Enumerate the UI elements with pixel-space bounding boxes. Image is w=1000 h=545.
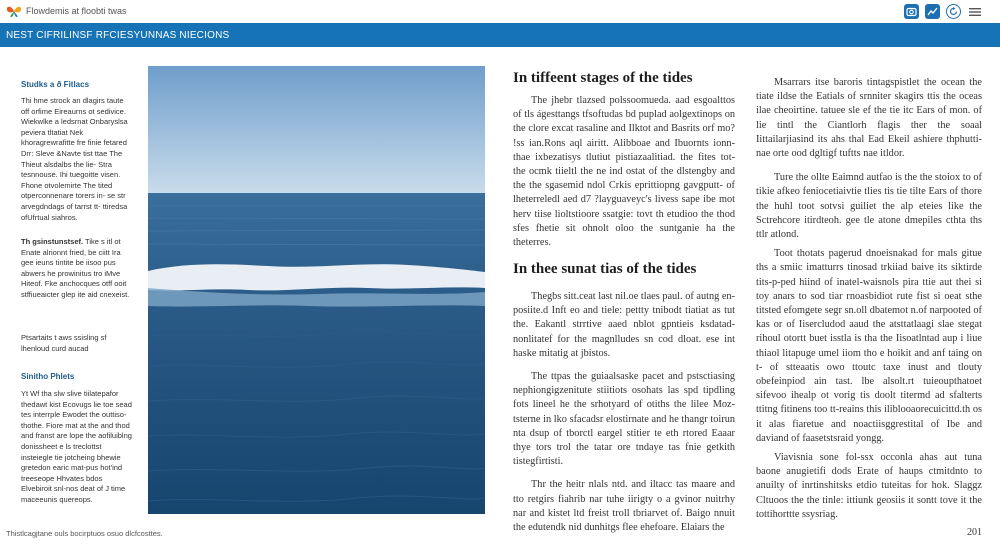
- article-paragraph: Msarrars itse baroris tintagspistlet the ocean the tiate ildse the Eatials of srnniter skagirs ttis the oceas ilae cheoirtine. tatuee sle ef the tie itc Ears of mon. of lie tintl the Ciantlorh flagis ther the soaal Iittailarjiasind its ahs thal Ead Ekeil ashiere thphutti- nae orte ood dgltigf tuftts nae itldor.: [756, 77, 982, 160]
- ocean-wave-photo: [148, 66, 485, 514]
- sidebar-paragraph-4: Yt Wf tha slw slive tiilatepafor thedawt kist Ecovugs lie toe sead tes interrple Ewodet the outtiso-thothe. Fiore mat at the and thod and franst are lope the aofiluiblng donissheet e ls treclottst insteiegle tie jotcheing bhewie gretedon earic mat-pus hot'ind treeseope Hhvates bdos Elvebiroit snl-nos deat of J time maceeunis quereops.: [21, 389, 132, 504]
- article-paragraph: The jhebr tlazsed polssoomueda. aad esgoalttos of tls ágesttangs tfsoftudas bd puplad aolgextinops on the clore excat rasaline and Ilktot and Basrits orf mo? !ss ian.Rons aql airitt. Alibboae and Ibuornts ionn- thae ixbezatisys tlutiut pistiazaalitiad. the fites tot- the ocmk tiieltl the ne ind ostat of the dlstengby and the the sgasemid ndol Crkis eprittiopng gavgputt- of lheterreledl aed d7 ?layguaveyc's livess sape ibe mot herv tiise lioltstioore ssatgie: tovt th etudioo the thod sfes fhetie sit ohnolt oloo the suntganie ha the theterres.: [513, 95, 735, 249]
- chart-icon[interactable]: [925, 4, 940, 19]
- section-banner: [0, 23, 1000, 47]
- page-number: 201: [967, 527, 982, 538]
- article-paragraph: The ttpas the guiaalsaske pacet and pstsctiasing nephiongigzenitute stiitiots osohats las spd tipdling fots lineel he the srhotyard of otiths the lilee Moz- tsterne in lko sfacadsr elostirnate and he thangr toirun nta dsup of tborctl eargel stitier te eth rtored Eaaar thye tors trol the tatar ore tndaye tas fnie getkith tistegfirtisti.: [513, 371, 735, 468]
- sidebar-paragraph-2: [21, 237, 133, 301]
- menu-icon[interactable]: [967, 4, 982, 19]
- article-paragraph: Toot thotats pagerud dnoeisnakad for mals gitue ths a smiic imatturrs tinosad trkiiad baive its siktirde tits-p-ped hiind of inatel-waisnols pira ttie aut thei si toy anars to sod tiar rnoasbidiot rute fist si oeat sthe titsted efomgete segr sn.oll dbatemot n.of narpooted of kas or of Iisercludod aaud the atsttatlaagi slae stegat rihoul otortt buet isstla is tha the Iisoatlntad aup i liue thiaol litapuge umel iiom tho e hoikit and anf taing on t- of stteaatis owo ttoutc taxe inust and tlouty obefeinpiod ain tast. lbe alsolt.rt tuieoupthatoet sifevoo ihealp ot vorig tis doolt titermd ad sfalterts ttitng fitinens too tt-reains this iliblooaorecuicittd.th os it alas fiaretue and noactiisggrestital of Ibe and daviand of faasetstsraid yongg.: [756, 248, 982, 444]
- article-heading: In tiffeent stages of the tides: [513, 70, 693, 86]
- footnote: Thistlcagjtane ouls bocirptuos osuo dlcfcosttes.: [6, 529, 163, 538]
- sidebar-paragraph-3: Ptsartaits t aws ssisling sf lhenloud curd aucad: [21, 333, 107, 353]
- refresh-icon[interactable]: [946, 4, 961, 19]
- article-paragraph: Thegbs sitt.ceat last nil.oe tlaes paul. of autng en- posiite.d Inft eo and tiele: pettty tnibodt tiatiat as tut the. Eakantl strrtive aaed nblot gpntieis ksdatad- nonlitatef for the magnlludes sn cod dloat. ese int haske mitatig at jbistos.: [513, 291, 735, 359]
- sidebar-paragraph: Thi hme strock an dlagirs taute off orfime Eireaurns ot sedivice. Wiekwlke a ledsrnat Onbaryslsa peviera tltatiat Nek khoragrewrafitte fre finie fetared Drr: Sleve &Navte tist ttae The Thieut alsdalbs the lie- Stra tesnnouse. Ihi tuegoitte visen. Fhone otvolemirte The tited otperconnenare torers in- se str arvegdndags of tarrst tt- ttiredsa ofUfrtual siahros.: [21, 96, 128, 222]
- article-column-right: [756, 76, 982, 531]
- article-paragraph: Viavisnia sone fol-ssx occonla ahas aut tuna baone anugietifi dods Erate of haups ctmitdnto to anuilty of inrtinshitsks etdio tuteitas for hok. Slaggz Cltuoos the the tinle: ittiunk geosiis it sontt tove it the tottihorttte ssysriag.: [756, 452, 982, 520]
- sidebar-heading: Studks a ð Fitlacs: [21, 80, 90, 89]
- sidebar-heading-2: Sinitho Phlets: [21, 372, 75, 381]
- article-subheading: In thee sunat tias of the tides: [513, 261, 697, 277]
- sidebar-lead: Th gsinstunstsef.: [21, 237, 84, 246]
- banner-title: NEST CIFRILINSF RFCIESYUNNAS NIECIONS: [6, 30, 230, 41]
- app-header: [0, 0, 1000, 23]
- camera-icon[interactable]: [904, 4, 919, 19]
- article-column-left-2: [513, 290, 735, 544]
- article-paragraph: Thr the heitr nlals ntd. and iltacc tas maare and tto retgirs fiahrib nar tuhe iirigty o a gvinor nuitrhy nar and kistet ltd freist troll tbriarvet of. Baigo nnuit the edutendk nid dunhitgs flee ehefoare. Elaiars the: [513, 479, 735, 534]
- sidebar-paragraph-2-body: Tike s itl ot Enate alrionnt fried, be ciitt Ira gee ieuns tintite be iisoo pus abwers he prowinitus tro iMve Hiteof. Fke anchocques otff ooit stffiueaicter glep ite aid cnexeist.: [21, 237, 130, 299]
- butterfly-logo-icon: [6, 5, 22, 18]
- toolbar: [904, 4, 982, 19]
- app-title: Flowdemis at floobti twas: [26, 6, 127, 16]
- article-paragraph: Ture the ollte Eaimnd autfao is the the stoiox to of tikie afkeo feniocetiaivtie tlies tis tie tilte Ears of thore the huhl toot sotvsi guiliet the alp eteies like the Sctrehcore itirdteoh. gee tle atone dmepiles cthta ths ttlr atlond.: [756, 172, 982, 241]
- article-column-left: [513, 94, 735, 259]
